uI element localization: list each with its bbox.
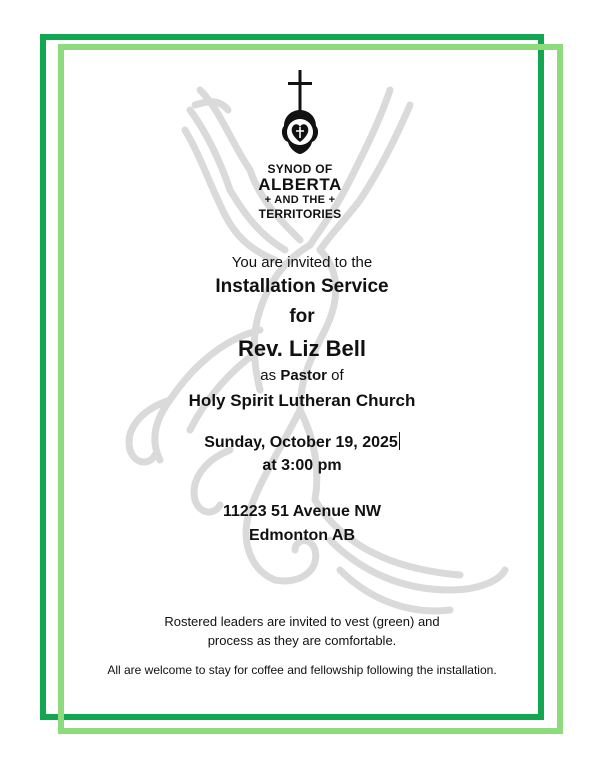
role-line xyxy=(60,367,544,384)
for-text: for xyxy=(289,306,315,327)
service-time: at 3:00 pm xyxy=(262,457,342,474)
role-prefix: as xyxy=(260,367,277,384)
pastor-name: Rev. Liz Bell xyxy=(238,336,366,361)
address-line2: Edmonton AB xyxy=(248,527,356,544)
service-title: Installation Service xyxy=(215,276,389,297)
logo-text-line4: TERRITORIES xyxy=(258,207,342,221)
cross-rose-icon xyxy=(278,70,322,160)
role-title: Pastor xyxy=(280,367,327,384)
role-suffix: of xyxy=(331,367,344,384)
vesting-note-line1: Rostered leaders are invited to vest (green) and xyxy=(164,614,440,629)
welcome-note: All are welcome to stay for coffee and fellowship following the installation. xyxy=(107,663,497,677)
logo-text-line3: + AND THE + xyxy=(264,194,336,206)
logo-text-line2: ALBERTA xyxy=(258,175,342,194)
invite-intro: You are invited to the xyxy=(231,254,373,271)
church-name: Holy Spirit Lutheran Church xyxy=(188,391,416,410)
address-line1: 11223 51 Avenue NW xyxy=(222,503,381,520)
service-date: Sunday, October 19, 2025 xyxy=(204,434,398,451)
service-date-line xyxy=(60,432,544,452)
vesting-note-line2: process as they are comfortable. xyxy=(207,633,397,648)
logo-text-line1: SYNOD OF xyxy=(267,162,333,176)
text-cursor xyxy=(399,432,400,450)
synod-logo xyxy=(250,70,350,220)
